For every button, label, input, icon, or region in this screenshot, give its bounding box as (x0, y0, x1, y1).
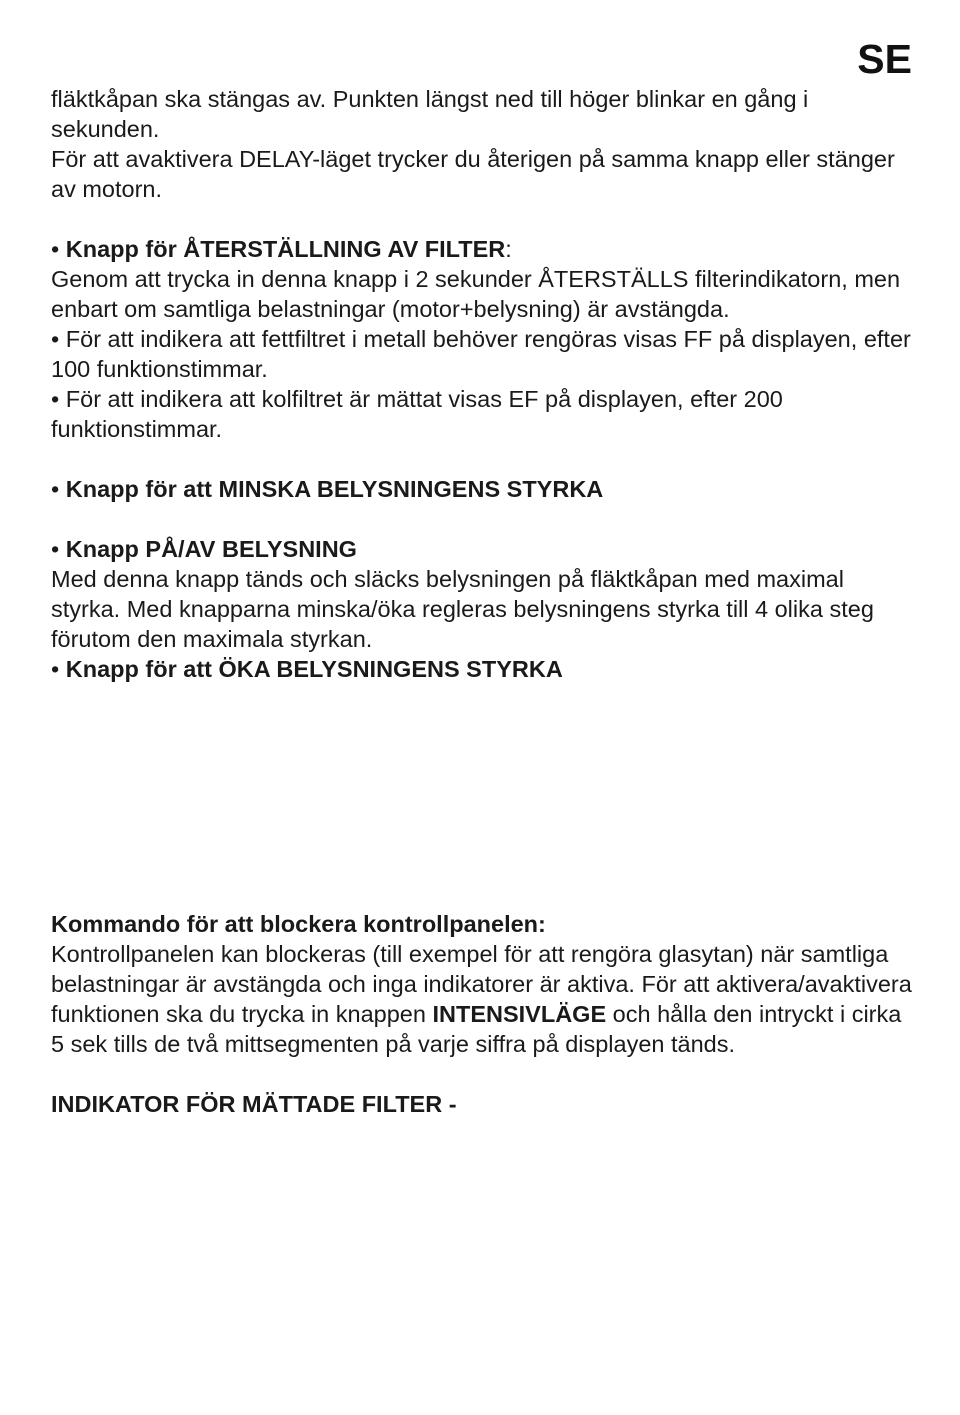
increase-light-title: Knapp för att ÖKA BELYSNINGENS STYRKA (65, 656, 563, 682)
language-tag: SE (857, 36, 912, 82)
lock-panel-button-name: INTENSIVLÄGE (432, 1001, 607, 1027)
filter-reset-item-2-text: För att indikera att kolfiltret är mättat visas EF på displayen, efter 200 funktionstimmar. (51, 386, 783, 442)
filter-reset-item-1 (51, 324, 919, 384)
filter-reset-item-2 (51, 384, 919, 444)
bullet-icon: • (51, 536, 60, 562)
decrease-light-heading (51, 474, 919, 504)
filter-reset-title: Knapp för ÅTERSTÄLLNING AV FILTER (65, 236, 506, 262)
filter-reset-body: Genom att trycka in denna knapp i 2 sekunder ÅTERSTÄLLS filterindikatorn, men enbart om samtliga belastningar (motor+belysning) är avstängda. (51, 266, 901, 322)
lock-panel-body (51, 939, 919, 1059)
increase-light-heading (51, 654, 919, 684)
lock-panel-body-after: och hålla den intryckt i cirka 5 sek tills de två mittsegmenten på varje siffra på displayen tänds. (51, 1001, 902, 1057)
page-text (51, 84, 919, 1119)
bullet-icon: • (51, 386, 60, 412)
filter-reset-colon: : (505, 236, 512, 262)
decrease-light-title: Knapp för att MINSKA BELYSNINGENS STYRKA (65, 476, 604, 502)
bullet-icon: • (51, 236, 60, 262)
light-onoff-heading (51, 534, 919, 564)
intro-paragraph-1: fläktkåpan ska stängas av. Punkten längst ned till höger blinkar en gång i sekunden. (51, 86, 809, 142)
intro-paragraph-2: För att avaktivera DELAY-läget trycker du återigen på samma knapp eller stänger av motorn. (51, 146, 895, 202)
bullet-icon: • (51, 326, 60, 352)
filter-reset-heading (51, 234, 919, 264)
lock-panel-heading: Kommando för att blockera kontrollpanelen: (51, 911, 546, 937)
light-onoff-body: Med denna knapp tänds och släcks belysningen på fläktkåpan med maximal styrka. Med knapparna minska/öka regleras belysningens styrka till 4 olika steg förutom den maximala styrkan. (51, 566, 874, 652)
lock-panel-body-before: Kontrollpanelen kan blockeras (till exempel för att rengöra glasytan) när samtliga belastningar är avstängda och inga indikatorer är aktiva. För att aktivera/avaktivera funktionen ska du trycka in knappen (51, 941, 912, 1027)
saturated-filter-heading: INDIKATOR FÖR MÄTTADE FILTER - (51, 1091, 457, 1117)
bullet-icon: • (51, 656, 60, 682)
filter-reset-item-1-text: För att indikera att fettfiltret i metall behöver rengöras visas FF på displayen, efter 100 funktionstimmar. (51, 326, 911, 382)
light-onoff-title: Knapp PÅ/AV BELYSNING (65, 536, 357, 562)
bullet-icon: • (51, 476, 60, 502)
